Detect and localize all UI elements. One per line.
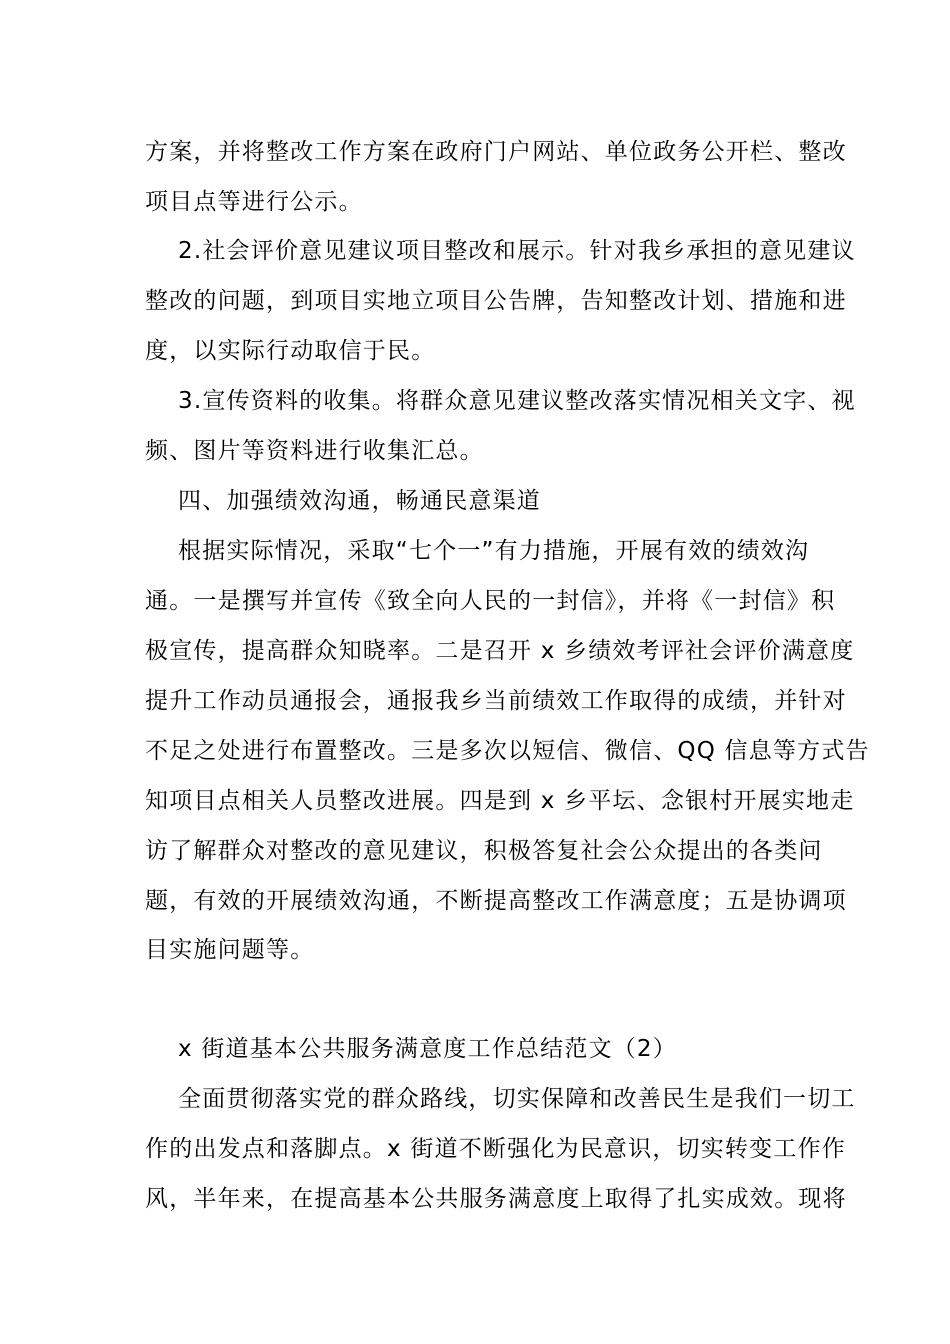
text-line: 极宣传，提高群众知晓率。二是召开 x 乡绩效考评社会评价满意度 — [145, 638, 855, 664]
text-line: 全面贯彻落实党的群众路线，切实保障和改善民生是我们一切工 — [178, 1086, 856, 1112]
text-line: 目实施问题等。 — [145, 937, 315, 963]
text-line: 根据实际情况，采取“七个一”有力措施，开展有效的绩效沟 — [178, 538, 810, 564]
text-line: 2.社会评价意见建议项目整改和展示。针对我乡承担的意见建议 — [178, 238, 856, 264]
text-line: 提升工作动员通报会，通报我乡当前绩效工作取得的成绩，并针对 — [145, 688, 847, 714]
text-line: 度，以实际行动取信于民。 — [145, 338, 436, 364]
text-line: 频、图片等资料进行收集汇总。 — [145, 438, 484, 464]
text-line: 方案，并将整改工作方案在政府门户网站、单位政务公开栏、整改 — [145, 139, 847, 165]
text-line: 不足之处进行布置整改。三是多次以短信、微信、QQ 信息等方式告 — [145, 738, 870, 764]
text-line: 风，半年来，在提高基本公共服务满意度上取得了扎实成效。现将 — [145, 1186, 847, 1212]
text-line: 知项目点相关人员整改进展。四是到 x 乡平坛、念银村开展实地走 — [145, 788, 855, 814]
text-line: 项目点等进行公示。 — [145, 189, 363, 215]
text-line: 3.宣传资料的收集。将群众意见建议整改落实情况相关文字、视 — [178, 388, 856, 414]
section-heading: 四、加强绩效沟通，畅通民意渠道 — [178, 488, 541, 514]
text-line: 通。一是撰写并宣传《致全向人民的一封信》，并将《一封信》积 — [145, 588, 836, 614]
text-line: 作的出发点和落脚点。x 街道不断强化为民意识，切实转变工作作 — [145, 1136, 846, 1162]
text-line: 整改的问题，到项目实地立项目公告牌，告知整改计划、措施和进 — [145, 288, 847, 314]
text-line: 访了解群众对整改的意见建议，积极答复社会公众提出的各类问 — [145, 838, 823, 864]
text-line: 题，有效的开展绩效沟通，不断提高整改工作满意度；五是协调项 — [145, 888, 847, 914]
article-title: x 街道基本公共服务满意度工作总结范文（2） — [178, 1036, 677, 1062]
